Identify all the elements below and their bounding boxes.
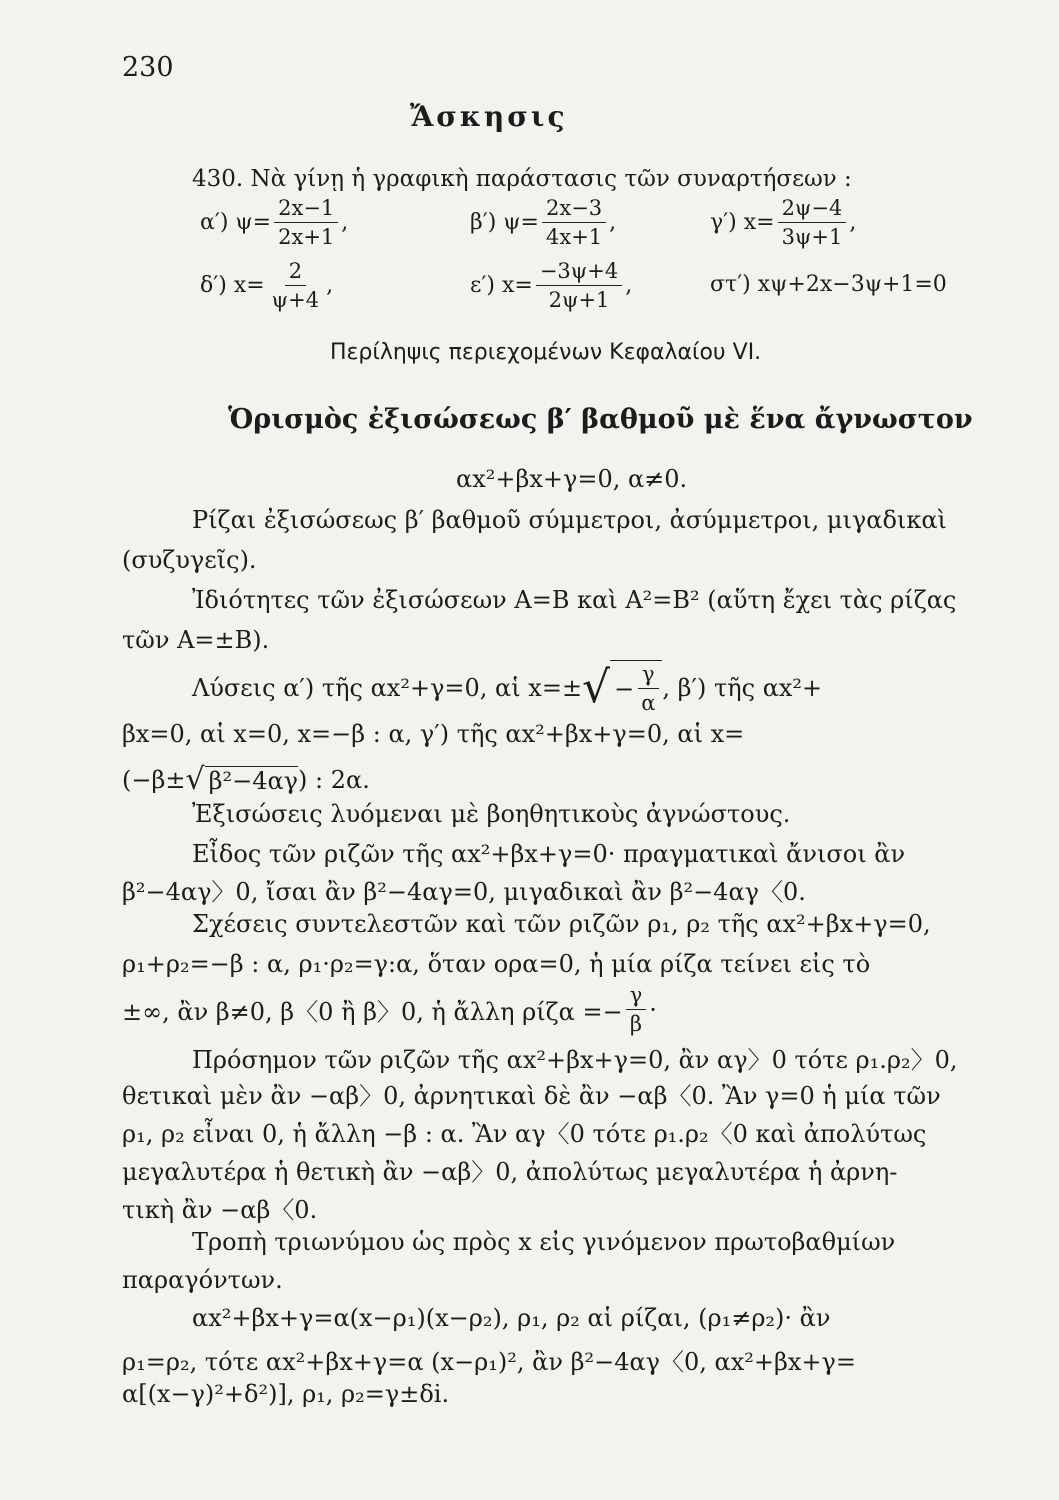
text-line: βx=0, αἱ x=0, x=−β : α, γ′) τῆς αx²+βx+γ=0, αἱ x= — [122, 720, 745, 748]
summary-title: Περίληψις περιεχομένων Κεφαλαίου VI. — [330, 340, 762, 365]
exercises-heading: Ἄσκησις — [410, 100, 568, 133]
fraction: $\frac{2}{\psi+4}$ — [271, 259, 320, 312]
text-line: Σχέσεις συντελεστῶν καὶ τῶν ριζῶν ρ₁, ρ₂ τῆς αx²+βx+γ=0, — [192, 910, 931, 938]
fraction: $\frac{2x-3}{4x+1}$ — [542, 195, 606, 250]
formula-a: α′) ψ= $\frac{2x-1}{2x+1}$ , — [200, 196, 349, 249]
text-line: Ἰδιότητες τῶν ἐξισώσεων A=B καὶ A²=B² (αὕτη ἔχει τὰς ρίζας — [192, 586, 957, 614]
text-line: Τροπὴ τριωνύμου ὡς πρὸς x εἰς γινόμενον πρωτοβαθμίων — [192, 1228, 896, 1256]
fraction: $\frac{\gamma}{\beta}$ — [626, 982, 647, 1037]
section-title: Ὁρισμὸς ἐξισώσεως β′ βαθμοῦ μὲ ἕνα ἄγνωστον — [228, 404, 973, 435]
text-line: ρ₁+ρ₂=−β : α, ρ₁·ρ₂=γ:α, ὅταν ορα=0, ἡ μία ρίζα τείνει εἰς τὸ — [122, 950, 871, 978]
text-line: Ρίζαι ἐξισώσεως β′ βαθμοῦ σύμμετροι, ἀσύμμετροι, μιγαδικαὶ — [192, 506, 947, 534]
text-line: παραγόντων. — [122, 1266, 283, 1294]
text-line: τῶν A=±B). — [122, 626, 270, 654]
text-line: μεγαλυτέρα ἡ θετικὴ ἂν −αβ〉0, ἀπολύτως μεγαλυτέρα ἡ ἀρνη- — [122, 1158, 898, 1186]
text-line: α[(x−γ)²+δ²)], ρ₁, ρ₂=γ±δi. — [122, 1380, 450, 1408]
solutions-line: Λύσεις α′) τῆς αx²+γ=0, αἱ x=± √ − γ α , β′) τῆς αx²+ — [192, 662, 823, 715]
text-line: θετικαὶ μὲν ἂν −αβ〉0, ἀρνητικαὶ δὲ ἂν −αβ〈0. Ἂν γ=0 ἡ μία τῶν — [122, 1082, 941, 1110]
fraction: γ α — [637, 661, 659, 716]
fraction: $\frac{2x-1}{2x+1}$ — [274, 195, 338, 250]
text-line: ρ₁=ρ₂, τότε αx²+βx+γ=α (x−ρ₁)², ἂν β²−4αγ〈0, αx²+βx+γ= — [122, 1348, 856, 1376]
quadratic-equation: αx²+βx+γ=0, α≠0. — [456, 465, 688, 493]
text-line: ±∞, ἂν β≠0, β〈0 ἢ β〉0, ἡ ἄλλη ρίζα =− $\frac{\gamma}{\beta}$ · — [122, 983, 657, 1036]
fraction: $\frac{-3\psi+4}{2\psi+1}$ — [536, 258, 622, 313]
formula-b: β′) ψ= $\frac{2x-3}{4x+1}$ , — [470, 196, 617, 249]
square-root: √ − γ α — [582, 660, 662, 716]
text-line: Ἐξισώσεις λυόμεναι μὲ βοηθητικοὺς ἀγνώστους. — [192, 800, 791, 828]
square-root: √ β²−4αγ — [185, 762, 299, 797]
formula-e: ε′) x= $\frac{-3\psi+4}{2\psi+1}$ , — [470, 259, 633, 312]
formula-c: γ′) x= $\frac{2\psi-4}{3\psi+1}$ , — [710, 196, 857, 249]
text-line: (συζυγεῖς). — [122, 546, 257, 574]
text-line: Πρόσημον τῶν ριζῶν τῆς αx²+βx+γ=0, ἂν αγ〉0 τότε ρ₁.ρ₂〉0, — [192, 1046, 958, 1074]
formula-f: στ′) xψ+2x−3ψ+1=0 — [710, 272, 947, 297]
text-line: ρ₁, ρ₂ εἶναι 0, ἡ ἄλλη −β : α. Ἂν αγ〈0 τότε ρ₁.ρ₂〈0 καὶ ἀπολύτως — [122, 1120, 927, 1148]
text-line: β²−4αγ〉0, ἴσαι ἂν β²−4αγ=0, μιγαδικαὶ ἂν β²−4αγ〈0. — [122, 878, 806, 906]
page-number: 230 — [122, 52, 174, 83]
text-line: τικὴ ἂν −αβ〈0. — [122, 1196, 318, 1224]
fraction: $\frac{2\psi-4}{3\psi+1}$ — [778, 195, 847, 250]
exercise-intro: 430. Νὰ γίνῃ ἡ γραφικὴ παράστασις τῶν συναρτήσεων : — [192, 166, 852, 192]
text-line: αx²+βx+γ=α(x−ρ₁)(x−ρ₂), ρ₁, ρ₂ αἱ ρίζαι, (ρ₁≠ρ₂)· ἂν — [192, 1304, 831, 1332]
text-line: Εἶδος τῶν ριζῶν τῆς αx²+βx+γ=0· πραγματικαὶ ἄνισοι ἂν — [192, 840, 906, 868]
text-line: (−β± √ β²−4αγ ) : 2α. — [122, 760, 370, 800]
formula-d: δ′) x= $\frac{2}{\psi+4}$ , — [200, 259, 334, 312]
